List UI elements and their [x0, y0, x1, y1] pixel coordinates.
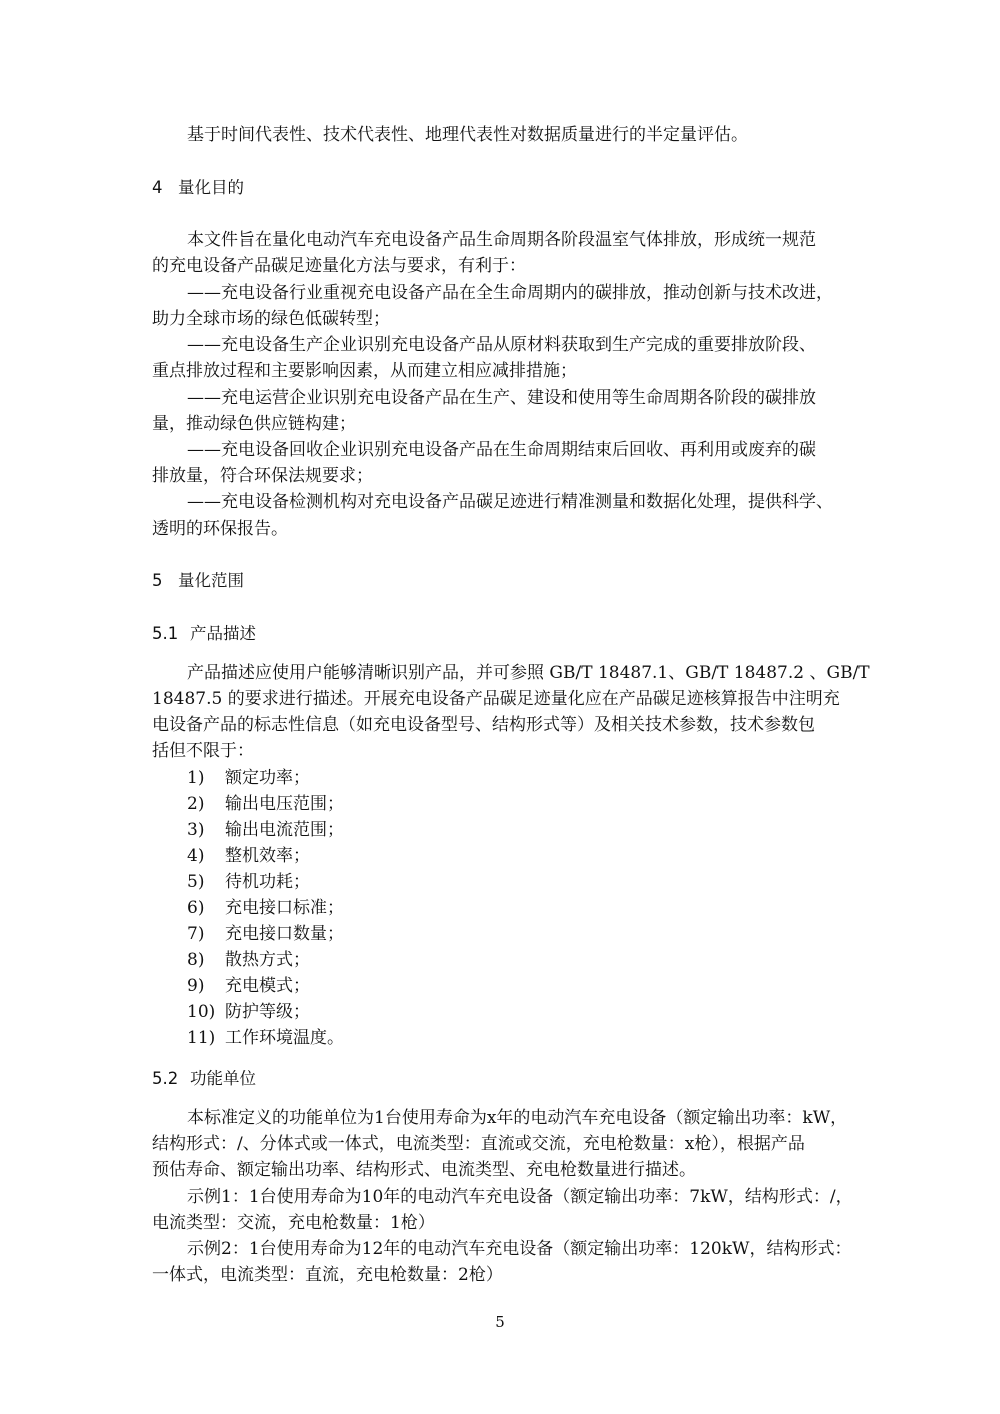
- section-5-2-para-line: 预估寿命、额定输出功率、结构形式、电流类型、充电枪数量进行描述。: [152, 1160, 696, 1180]
- section-5-1-para-line: 产品描述应使用户能够清晰识别产品，并可参照 GB/T 18487.1、GB/T 18487.2 、GB/T: [187, 663, 870, 683]
- list-item: 3) 输出电流范围；: [187, 820, 344, 840]
- section-5-1-para-line: 18487.5 的要求进行描述。开展充电设备产品碳足迹量化应在产品碳足迹核算报告中注明充: [152, 689, 840, 709]
- section-4-para-line: 重点排放过程和主要影响因素，从而建立相应减排措施；: [152, 361, 577, 381]
- section-5-2-heading: [152, 1066, 256, 1092]
- section-4-para-line: ——充电设备行业重视充电设备产品在全生命周期内的碳排放，推动创新与技术改进，: [187, 283, 833, 303]
- section-5-number: 5: [152, 571, 163, 590]
- section-5-2-para-line: 本标准定义的功能单位为1台使用寿命为x年的电动汽车充电设备（额定输出功率：kW，: [187, 1108, 848, 1128]
- section-5-heading: [152, 568, 244, 594]
- section-5-2-title: 功能单位: [190, 1069, 256, 1088]
- list-item: 9) 充电模式；: [187, 976, 310, 996]
- section-5-2-para-line: 结构形式：/、分体式或一体式，电流类型：直流或交流，充电枪数量：x枪），根据产品: [152, 1134, 805, 1154]
- section-4-para-line: ——充电设备检测机构对充电设备产品碳足迹进行精准测量和数据化处理，提供科学、: [187, 492, 833, 512]
- list-item: 6) 充电接口标准；: [187, 898, 344, 918]
- list-item: 8) 散热方式；: [187, 950, 310, 970]
- section-4-number: 4: [152, 178, 163, 197]
- section-5-1-para-line: 电设备产品的标志性信息（如充电设备型号、结构形式等）及相关技术参数，技术参数包: [152, 715, 815, 735]
- list-item: 4) 整机效率；: [187, 846, 310, 866]
- section-4-para-line: 透明的环保报告。: [152, 519, 288, 539]
- list-item: 11) 工作环境温度。: [187, 1028, 344, 1048]
- section-4-para-line: 排放量，符合环保法规要求；: [152, 466, 373, 486]
- section-4-para-line: ——充电运营企业识别充电设备产品在生产、建设和使用等生命周期各阶段的碳排放: [187, 388, 816, 408]
- list-item: 1) 额定功率；: [187, 768, 310, 788]
- section-5-2-example-line: 一体式，电流类型：直流，充电枪数量：2枪）: [152, 1265, 503, 1285]
- list-item: 5) 待机功耗；: [187, 872, 310, 892]
- section-5-1-para-line: 括但不限于：: [152, 741, 254, 761]
- section-4-para-line: 量，推动绿色供应链构建；: [152, 414, 356, 434]
- list-item: 2) 输出电压范围；: [187, 794, 344, 814]
- section-5-1-title: 产品描述: [190, 624, 256, 643]
- section-4-para-line: ——充电设备回收企业识别充电设备产品在生命周期结束后回收、再利用或废弃的碳: [187, 440, 816, 460]
- list-item: 7) 充电接口数量；: [187, 924, 344, 944]
- section-4-heading: [152, 175, 244, 201]
- section-5-1-heading: [152, 621, 256, 647]
- section-5-2-example-line: 示例1：1台使用寿命为10年的电动汽车充电设备（额定输出功率：7kW，结构形式：/，: [187, 1187, 853, 1207]
- intro-paragraph-line: 基于时间代表性、技术代表性、地理代表性对数据质量进行的半定量评估。: [187, 125, 748, 145]
- section-5-1-number: 5.1: [152, 624, 179, 643]
- section-4-para-line: 的充电设备产品碳足迹量化方法与要求，有利于：: [152, 256, 526, 276]
- section-5-2-example-line: 电流类型：交流，充电枪数量：1枪）: [152, 1213, 435, 1233]
- section-4-para-line: 本文件旨在量化电动汽车充电设备产品生命周期各阶段温室气体排放，形成统一规范: [187, 230, 816, 250]
- section-4-para-line: ——充电设备生产企业识别充电设备产品从原材料获取到生产完成的重要排放阶段、: [187, 335, 816, 355]
- list-item: 10) 防护等级；: [187, 1002, 310, 1022]
- section-4-para-line: 助力全球市场的绿色低碳转型；: [152, 309, 390, 329]
- section-5-title: 量化范围: [178, 571, 244, 590]
- section-4-title: 量化目的: [178, 178, 244, 197]
- section-5-2-example-line: 示例2：1台使用寿命为12年的电动汽车充电设备（额定输出功率：120kW，结构形式：: [187, 1239, 852, 1259]
- page-number: 5: [495, 1313, 505, 1331]
- section-5-2-number: 5.2: [152, 1069, 179, 1088]
